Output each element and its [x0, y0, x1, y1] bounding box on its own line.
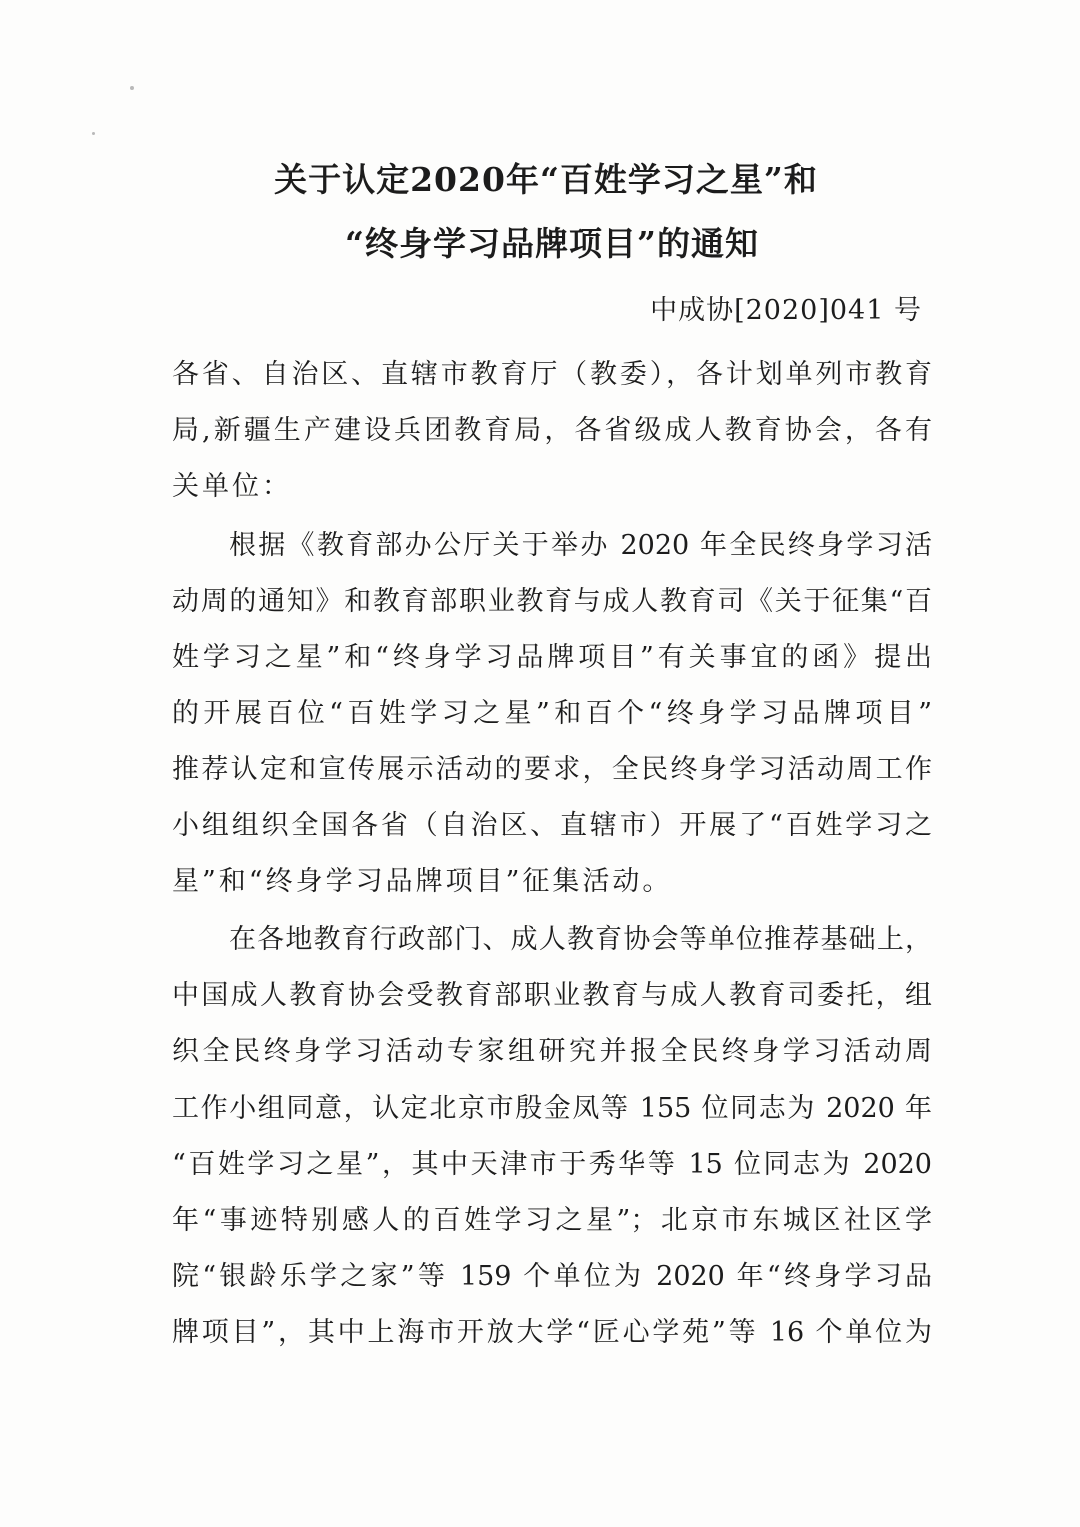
- addressee-line: 局,新疆生产建设兵团教育局，各省级成人教育协会，各有: [172, 415, 932, 446]
- paragraph-1-line: 的开展百位“百姓学习之星”和百个“终身学习品牌项目”: [172, 698, 932, 729]
- document-title-line-1: 关于认定2020年“百姓学习之星”和: [274, 160, 818, 199]
- paragraph-2-line: 院“银龄乐学之家”等 159 个单位为 2020 年“终身学习品: [172, 1261, 932, 1292]
- document-title-line-2: “终身学习品牌项目”的通知: [345, 224, 759, 263]
- paragraph-1-line: 小组组织全国各省（自治区、直辖市）开展了“百姓学习之: [172, 810, 932, 841]
- paragraph-1-line: 推荐认定和宣传展示活动的要求，全民终身学习活动周工作: [172, 754, 932, 785]
- paragraph-2-line: 织全民终身学习活动专家组研究并报全民终身学习活动周: [172, 1036, 932, 1067]
- addressee-line: 各省、自治区、直辖市教育厅（教委），各计划单列市教育: [172, 359, 932, 390]
- paragraph-2-line: 在各地教育行政部门、成人教育协会等单位推荐基础上，: [229, 924, 932, 955]
- paragraph-1-line: 根据《教育部办公厅关于举办 2020 年全民终身学习活: [229, 530, 932, 561]
- paragraph-1-line: 星”和“终身学习品牌项目”征集活动。: [172, 866, 673, 897]
- document-number: 中成协[2020]041 号: [650, 295, 922, 326]
- paragraph-2-line: “百姓学习之星”，其中天津市于秀华等 15 位同志为 2020: [172, 1149, 932, 1180]
- paragraph-1-line: 动周的通知》和教育部职业教育与成人教育司《关于征集“百: [172, 586, 932, 617]
- addressee-line: 关单位：: [172, 471, 292, 502]
- paragraph-2-line: 年“事迹特别感人的百姓学习之星”；北京市东城区社区学: [172, 1205, 932, 1236]
- paragraph-2-line: 牌项目”，其中上海市开放大学“匠心学苑”等 16 个单位为: [172, 1317, 932, 1348]
- scan-speck: [92, 132, 95, 135]
- paragraph-2-line: 中国成人教育协会受教育部职业教育与成人教育司委托，组: [172, 980, 932, 1011]
- paragraph-2-line: 工作小组同意，认定北京市殷金凤等 155 位同志为 2020 年: [172, 1093, 932, 1124]
- paragraph-1-line: 姓学习之星”和“终身学习品牌项目”有关事宜的函》提出: [172, 642, 932, 673]
- scan-speck: [130, 86, 134, 90]
